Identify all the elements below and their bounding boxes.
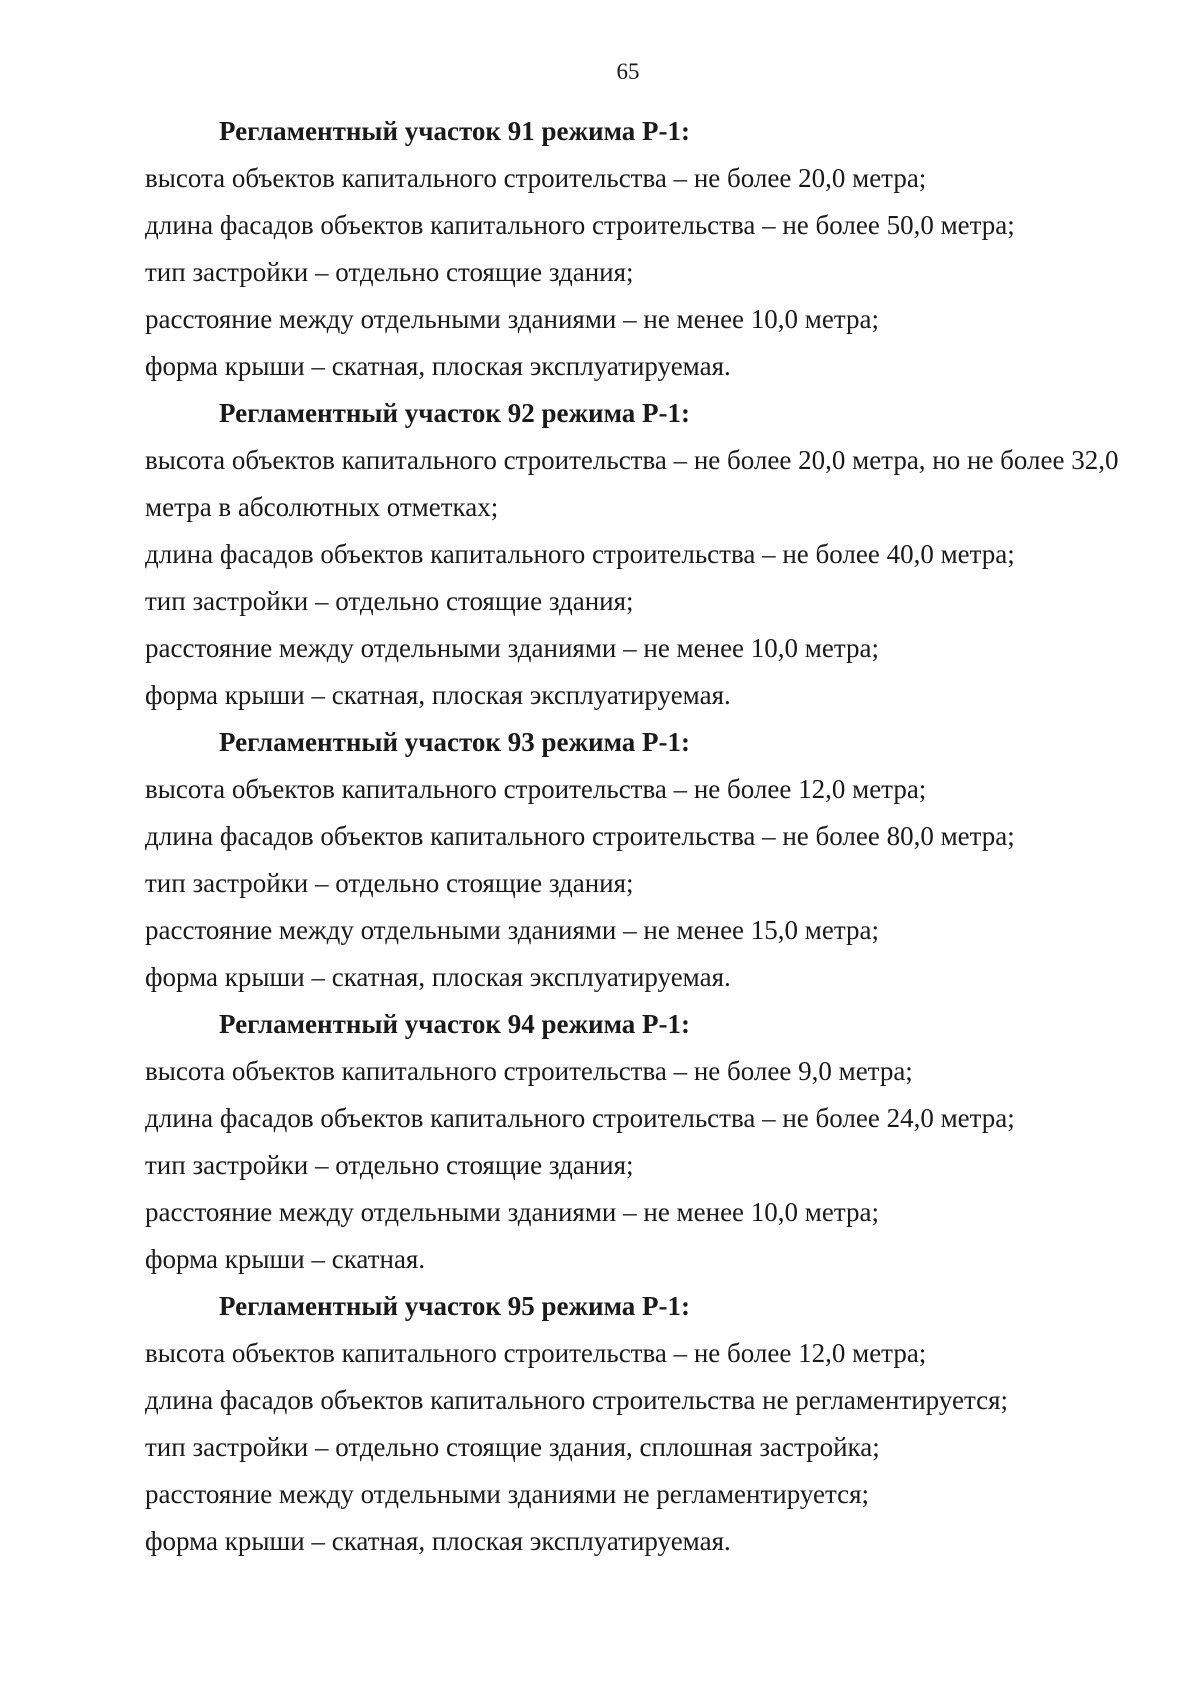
section-heading: Регламентный участок 91 режима Р-1: [219,116,691,146]
paragraph-line: тип застройки – отдельно стоящие здания; [145,868,634,898]
paragraph-line: тип застройки – отдельно стоящие здания, сплошная застройка; [145,1432,880,1462]
section-91 [145,108,1135,390]
paragraph-line: форма крыши – скатная, плоская эксплуатируемая. [145,680,731,710]
page-number: 65 [616,59,640,84]
paragraph-line: расстояние между отдельными зданиями – не менее 10,0 метра; [145,1197,879,1227]
paragraph-line: высота объектов капитального строительства – не более 12,0 метра; [145,1338,927,1368]
paragraph-line: высота объектов капитального строительства – не более 12,0 метра; [145,774,927,804]
paragraph-line: тип застройки – отдельно стоящие здания; [145,257,634,287]
section-92 [145,390,1135,719]
paragraph-line: длина фасадов объектов капитального строительства – не более 50,0 метра; [145,210,1015,240]
paragraph-line: высота объектов капитального строительства – не более 20,0 метра; [145,163,927,193]
section-heading: Регламентный участок 95 режима Р-1: [219,1291,691,1321]
paragraph-line: длина фасадов объектов капитального строительства – не более 40,0 метра; [145,539,1015,569]
section-heading: Регламентный участок 93 режима Р-1: [219,727,691,757]
paragraph-line: тип застройки – отдельно стоящие здания; [145,1150,634,1180]
section-95 [145,1283,1135,1565]
paragraph-line: длина фасадов объектов капитального строительства – не более 80,0 метра; [145,821,1015,851]
paragraph-line: высота объектов капитального строительства – не более 20,0 метра, но не более 32,0 метра в абсолютных отметках; [145,445,1119,522]
paragraph-line: форма крыши – скатная, плоская эксплуатируемая. [145,1526,731,1556]
paragraph-line: высота объектов капитального строительства – не более 9,0 метра; [145,1056,913,1086]
paragraph-line: тип застройки – отдельно стоящие здания; [145,586,634,616]
paragraph-line: длина фасадов объектов капитального строительства – не более 24,0 метра; [145,1103,1015,1133]
paragraph-line: расстояние между отдельными зданиями – не менее 10,0 метра; [145,633,879,663]
section-93 [145,719,1135,1001]
paragraph-line: расстояние между отдельными зданиями – не менее 15,0 метра; [145,915,879,945]
paragraph-line: расстояние между отдельными зданиями не регламентируется; [145,1479,870,1509]
paragraph-line: длина фасадов объектов капитального строительства не регламентируется; [145,1385,1008,1415]
section-94 [145,1001,1135,1283]
paragraph-line: форма крыши – скатная, плоская эксплуатируемая. [145,351,731,381]
paragraph-line: форма крыши – скатная, плоская эксплуатируемая. [145,962,731,992]
paragraph-line: расстояние между отдельными зданиями – не менее 10,0 метра; [145,304,879,334]
section-heading: Регламентный участок 94 режима Р-1: [219,1009,691,1039]
document-body [145,108,1135,1565]
section-heading: Регламентный участок 92 режима Р-1: [219,398,691,428]
paragraph-line: форма крыши – скатная. [145,1244,426,1274]
